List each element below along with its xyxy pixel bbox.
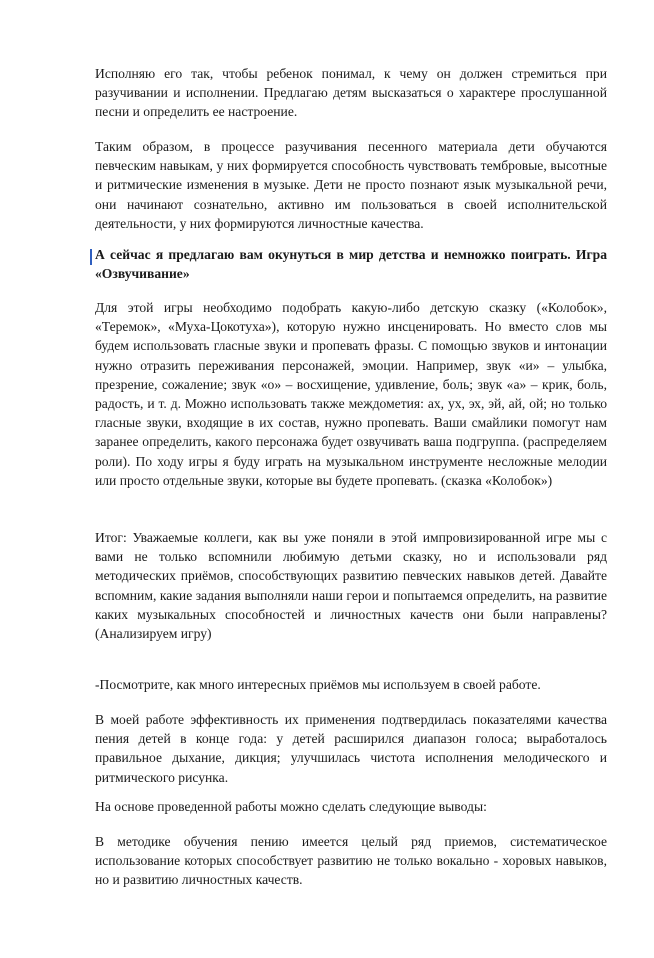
paragraph-conclusion: Итог: Уважаемые коллеги, как вы уже поняли в этой импровизированной игре мы с вами не только вспомнили любимую детьми сказку, но и использовали ряд методических приёмов, способствующих развитию певческих навыков детей. Давайте вспомним, какие задания выполняли наши герои и попытаемся определить, на развитие каких музыкальных способностей и личностных качеств они были направлены? (Анализируем игру)	[95, 530, 607, 642]
paragraph-game-rules: Для этой игры необходимо подобрать какую-либо детскую сказку («Колобок», «Теремок», «Муха-Цокотуха»), которую нужно инсценировать. Но вместо слов мы будем использовать гласные звуки и пропевать фразы. С помощью звуков и интонации нужно отразить переживания персонажей, эмоции. Например, звук «и» – улыбка, презрение, сожаление; звук «о» – восхищение, удивление, боль; звук «а» – крик, боль, радость, и т. д. Можно использовать также междометия: ах, ух, эх, эй, ай, ой; но только гласные звуки, входящие в их состав, нужно пропевать. Ваши смайлики помогут нам заранее определить, какого персонажа будет озвучивать ваша подгруппа. (распределяем роли). По ходу игры я буду играть на музыкальном инструменте несложные мелодии или просто отдельные звуки, которые вы будете пропевать. (сказка «Колобок»)	[95, 300, 607, 488]
game-heading: А сейчас я предлагаю вам окунуться в мир детства и немножко поиграть. Игра «Озвучивание»	[95, 247, 607, 282]
paragraph-intro: Исполняю его так, чтобы ребенок понимал, к чему он должен стремиться при разучивании и исполнении. Предлагаю детям высказаться о характере прослушанной песни и определить ее настроение.	[95, 66, 607, 120]
paragraph-results: В моей работе эффективность их применения подтвердилась показателями качества пения детей в конце года: у детей расширился диапазон голоса; выработалось правильное дыхание, дикция; улучшилась чистота исполнения мелодического и ритмического рисунка.	[95, 712, 607, 785]
paragraph-findings-intro: На основе проведенной работы можно сделать следующие выводы:	[95, 799, 487, 814]
paragraph-summary: Таким образом, в процессе разучивания песенного материала дети обучаются певческим навыкам, у них формируется способность чувствовать тембровые, высотные и ритмические изменения в музыке. Дети не просто познают язык музыкальной речи, они начинают сознательно, активно им пользоваться в своей исполнительской деятельности, у них формируются личностные качества.	[95, 139, 607, 231]
paragraph-techniques: -Посмотрите, как много интересных приёмов мы используем в своей работе.	[95, 677, 541, 692]
text-cursor	[90, 249, 92, 265]
paragraph-findings: В методике обучения пению имеется целый ряд приемов, систематическое использование которых способствует развитию не только вокально - хоровых навыков, но и развитию личностных качеств.	[95, 834, 607, 888]
